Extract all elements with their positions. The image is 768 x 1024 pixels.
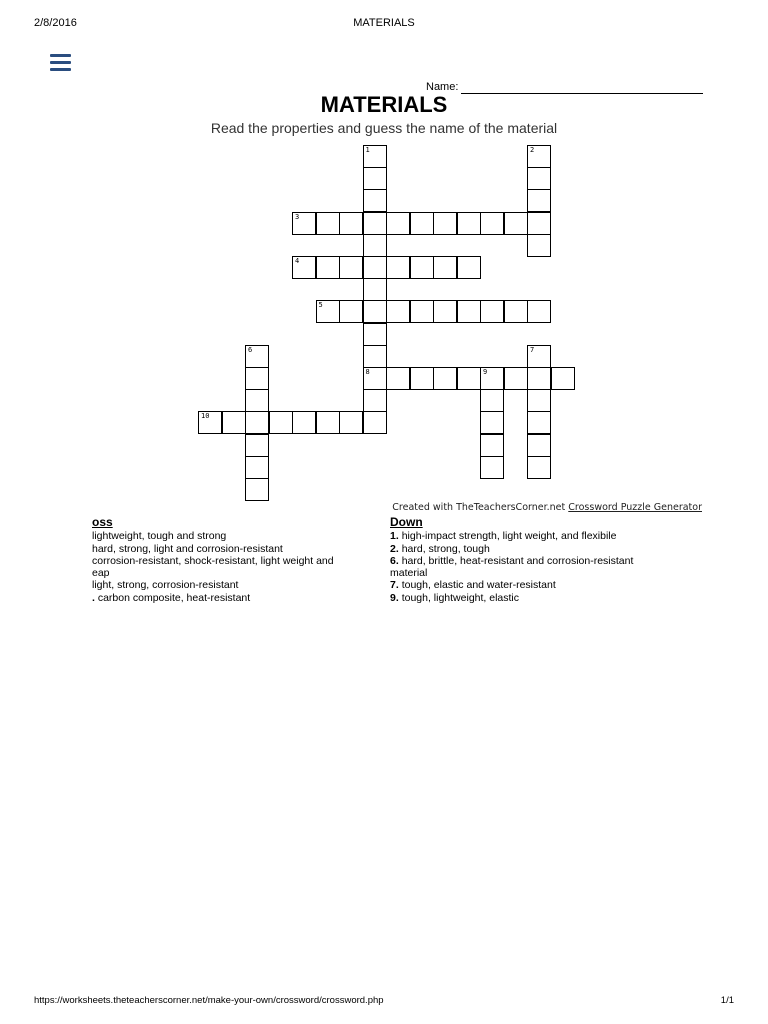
across-clue-item <box>92 530 372 542</box>
grid-cell[interactable] <box>245 345 269 368</box>
down-clue-item <box>390 555 690 567</box>
hamburger-menu-icon[interactable] <box>50 54 71 72</box>
clue-number: 5 <box>318 301 323 310</box>
clue-number: 8 <box>365 368 370 376</box>
down-clues <box>390 516 690 604</box>
grid-cell[interactable] <box>386 256 410 279</box>
grid-cell[interactable] <box>363 145 387 168</box>
down-clue-text: high-impact strength, light weight, and flexibile <box>401 530 617 543</box>
grid-cell[interactable] <box>363 278 387 301</box>
grid-cell[interactable] <box>245 434 269 457</box>
grid-cell[interactable] <box>433 367 457 390</box>
grid-cell[interactable] <box>363 323 387 346</box>
down-clue-number: 6. <box>390 554 402 567</box>
clue-number: 6 <box>248 345 253 354</box>
down-clue-text: hard, strong, tough <box>401 542 490 555</box>
grid-cell[interactable] <box>527 434 551 457</box>
grid-cell[interactable] <box>480 411 504 434</box>
grid-cell[interactable] <box>527 389 551 412</box>
grid-cell[interactable] <box>245 478 269 501</box>
grid-cell[interactable] <box>292 411 316 434</box>
grid-cell[interactable] <box>551 367 575 390</box>
grid-cell[interactable] <box>316 300 340 323</box>
grid-cell[interactable] <box>410 367 434 390</box>
across-heading: oss <box>92 515 113 529</box>
grid-cell[interactable] <box>480 434 504 457</box>
grid-cell[interactable] <box>363 300 387 323</box>
down-clue-number: 2. <box>390 542 402 555</box>
grid-cell[interactable] <box>386 300 410 323</box>
puzzle-title: MATERIALS <box>320 92 448 117</box>
grid-cell[interactable] <box>527 345 551 368</box>
grid-cell[interactable] <box>363 234 387 257</box>
down-clue-item <box>390 530 690 542</box>
clue-number: 3 <box>295 212 300 221</box>
across-clue-text: eap <box>92 567 110 580</box>
across-clues <box>92 516 372 604</box>
grid-cell[interactable] <box>245 389 269 412</box>
grid-cell[interactable] <box>457 212 481 235</box>
down-clue-number: 7. <box>390 579 402 592</box>
down-clue-text: hard, brittle, heat-resistant and corrosion-resistant <box>401 554 634 567</box>
grid-cell[interactable] <box>363 256 387 279</box>
grid-cell[interactable] <box>527 145 551 168</box>
grid-cell[interactable] <box>386 367 410 390</box>
clue-number: 7 <box>530 345 535 354</box>
down-clue-text: tough, elastic and water-resistant <box>401 579 556 592</box>
grid-cell[interactable] <box>198 411 222 434</box>
grid-cell[interactable] <box>527 300 551 323</box>
grid-cell[interactable] <box>363 212 387 235</box>
down-clue-item <box>390 579 690 591</box>
clue-number: 1 <box>365 146 370 154</box>
grid-cell[interactable] <box>386 212 410 235</box>
down-clue-number: 9. <box>390 591 402 604</box>
grid-cell[interactable] <box>527 411 551 434</box>
grid-cell[interactable] <box>363 345 387 368</box>
across-clue-text: corrosion-resistant, shock-resistant, light weight and <box>92 554 334 567</box>
puzzle-subtitle: Read the properties and guess the name of the material <box>210 120 558 136</box>
across-clue-item <box>92 567 372 579</box>
grid-cell[interactable] <box>339 256 363 279</box>
grid-cell[interactable] <box>339 411 363 434</box>
grid-cell[interactable] <box>527 456 551 479</box>
grid-cell[interactable] <box>527 167 551 190</box>
grid-cell[interactable] <box>480 300 504 323</box>
grid-cell[interactable] <box>410 212 434 235</box>
generator-link[interactable]: Crossword Puzzle Generator <box>568 502 702 513</box>
grid-cell[interactable] <box>363 167 387 190</box>
credit-text: Created with TheTeachersCorner.net <box>392 502 566 513</box>
grid-cell[interactable] <box>292 256 316 279</box>
grid-cell[interactable] <box>245 456 269 479</box>
grid-cell[interactable] <box>316 212 340 235</box>
grid-cell[interactable] <box>433 300 457 323</box>
grid-cell[interactable] <box>433 212 457 235</box>
across-clue-item <box>92 543 372 555</box>
name-label: Name: <box>426 81 459 93</box>
grid-cell[interactable] <box>433 256 457 279</box>
down-clue-text: tough, lightweight, elastic <box>401 591 520 604</box>
down-clue-item <box>390 543 690 555</box>
clue-number: 2 <box>530 146 535 154</box>
clue-number: 9 <box>483 368 488 376</box>
across-clue-text: lightweight, tough and strong <box>92 530 227 543</box>
grid-cell[interactable] <box>457 256 481 279</box>
grid-cell[interactable] <box>245 411 269 434</box>
across-clue-text: carbon composite, heat-resistant <box>97 591 251 604</box>
grid-cell[interactable] <box>527 367 551 390</box>
grid-cell[interactable] <box>504 300 528 323</box>
across-clue-text: light, strong, corrosion-resistant <box>92 579 239 592</box>
credit-line <box>392 502 702 513</box>
grid-cell[interactable] <box>316 411 340 434</box>
grid-cell[interactable] <box>410 300 434 323</box>
grid-cell[interactable] <box>292 212 316 235</box>
grid-cell[interactable] <box>269 411 293 434</box>
across-clue-text: hard, strong, light and corrosion-resistant <box>92 542 283 555</box>
grid-cell[interactable] <box>480 212 504 235</box>
grid-cell[interactable] <box>363 411 387 434</box>
across-clue-item <box>92 592 372 604</box>
grid-cell[interactable] <box>527 234 551 257</box>
print-page-title: MATERIALS <box>353 17 415 29</box>
grid-cell[interactable] <box>410 256 434 279</box>
grid-cell[interactable] <box>222 411 246 434</box>
across-clue-number: . <box>92 591 98 604</box>
print-date: 2/8/2016 <box>34 17 77 29</box>
grid-cell[interactable] <box>316 256 340 279</box>
grid-cell[interactable] <box>245 367 269 390</box>
across-clue-item <box>92 555 372 567</box>
grid-cell[interactable] <box>504 212 528 235</box>
grid-cell[interactable] <box>363 389 387 412</box>
down-clue-item <box>390 567 690 579</box>
grid-cell[interactable] <box>480 367 504 390</box>
footer-page-number: 1/1 <box>720 995 734 1006</box>
grid-cell[interactable] <box>457 300 481 323</box>
grid-cell[interactable] <box>339 212 363 235</box>
grid-cell[interactable] <box>480 389 504 412</box>
grid-cell[interactable] <box>527 189 551 212</box>
clue-number: 10 <box>201 412 210 421</box>
grid-cell[interactable] <box>504 367 528 390</box>
grid-cell[interactable] <box>480 456 504 479</box>
down-clue-item <box>390 592 690 604</box>
down-clue-text: material <box>390 567 428 580</box>
across-clue-item <box>92 579 372 591</box>
grid-cell[interactable] <box>363 367 387 390</box>
footer-url: https://worksheets.theteacherscorner.net/make-your-own/crossword/crossword.php <box>34 995 384 1006</box>
down-heading: Down <box>390 515 423 529</box>
grid-cell[interactable] <box>457 367 481 390</box>
grid-cell[interactable] <box>339 300 363 323</box>
clue-number: 4 <box>295 257 300 265</box>
grid-cell[interactable] <box>527 212 551 235</box>
down-clue-number: 1. <box>390 530 402 543</box>
grid-cell[interactable] <box>363 189 387 212</box>
